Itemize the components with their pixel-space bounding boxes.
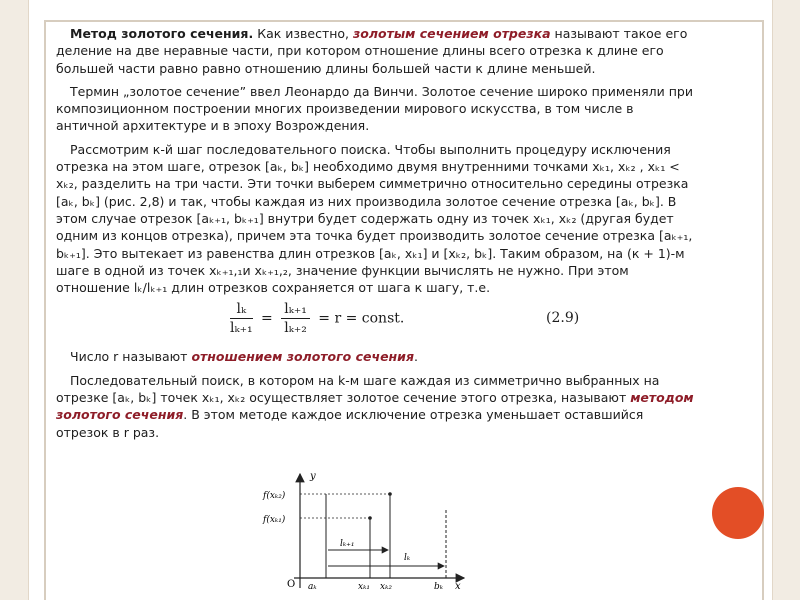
section-title: Метод золотого сечения. [70,26,254,41]
left-decor-bar [0,0,29,600]
term-golden-section-method: методом золотого сечения [56,390,694,423]
ak-label: aₖ [308,582,317,592]
golden-section-diagram [262,470,472,592]
right-decor-bar [772,0,800,600]
fx2-label: f(xₖ₂) [263,491,286,501]
fx1-label: f(xₖ₁) [263,515,286,525]
paragraph-history: Термин „золотое сечение” ввел Леонардо да Винчи. Золотое сечение широко применяли при композиционном построении многих произведении мирового искусства, в том числе в античной архитектуре и в эпоху Возрождения. [56,83,693,134]
lk1-label: lₖ₊₁ [340,539,355,549]
paragraph-kth-step: Рассмотрим к-й шаг последовательного поиска. Чтобы выполнить процедуру исключения отрезка на этом шаге, отрезок [aₖ, bₖ] необходимо двумя внутренними точками xₖ₁, xₖ₂ , xₖ₁ < xₖ₂, разделить на три части. Эти точки выберем симметрично относительно середины отрезка [aₖ, bₖ] (рис. 2,8) и так, чтобы каждая из них производила золотое сечение отрезка [aₖ, bₖ]. В этом случае отрезок [aₖ₊₁, bₖ₊₁] внутри будет содержать одну из точек xₖ₁, xₖ₂ (другая будет одним из концов отрезка), причем эта точка будет производить золотое сечение отрезка [aₖ₊₁, bₖ₊₁]. Это вытекает из равенства длин отрезков [aₖ, xₖ₁] и [xₖ₂, bₖ]. Таким образом, на (к + 1)-м шаге в одной из точек xₖ₊₁,₁и xₖ₊₁,₂, значение функции вычислять не нужно. При этом отношение lₖ/lₖ₊₁ длин отрезков сохраняется от шага к шагу, т.е. [56,141,693,296]
lk-label: lₖ [404,553,411,563]
y-axis-label: y [310,471,316,482]
x-axis-label: x [455,581,461,592]
xk2-label: xₖ₂ [380,582,392,592]
bk-label: bₖ [434,582,444,592]
formula-expression: $\frac{\text{lₖ}}{\text{lₖ₊₁}}$ = $\frac{\text{lₖ₊₁}}{\text{lₖ₊₂}}$ = r = const. [230,301,405,337]
formula-number: (2.9) [546,310,580,327]
fraction-1: $\frac{\text{lₖ}}{\text{lₖ₊₁}}$ [230,301,253,337]
point-fx1 [368,516,372,520]
xk1-label: xₖ₁ [358,582,370,592]
formula-2-9 [56,300,696,342]
term-golden-section: золотым сечением отрезка [353,26,551,41]
paragraph-golden-section-def: Метод золотого сечения. Как известно, золотым сечением отрезка называют такое его деление на две неравные части, при котором отношение длины всего отрезка к длине его большей части равно равно отношению длины большей части к длине меньшей. [56,26,688,76]
origin-label: O [287,579,296,590]
paragraph-method: Последовательный поиск, в котором на k-м шаге каждая из симметрично выбранных на отрезке [aₖ, bₖ] точек xₖ₁, xₖ₂ осуществляет золотое сечение этого отрезка, называют методом золотого сечения. В этом методе каждое исключение отрезка уменьшает оставшийся отрезок в r раз. [56,372,694,440]
fraction-2: $\frac{\text{lₖ₊₁}}{\text{lₖ₊₂}}$ [281,300,310,337]
term-golden-ratio: отношением золотого сечения [191,349,414,365]
point-fx2 [388,492,392,496]
decorative-orange-circle [712,487,764,539]
paragraph-ratio: Число r называют отношением золотого сечения. [70,349,418,365]
slide-body [56,25,696,447]
